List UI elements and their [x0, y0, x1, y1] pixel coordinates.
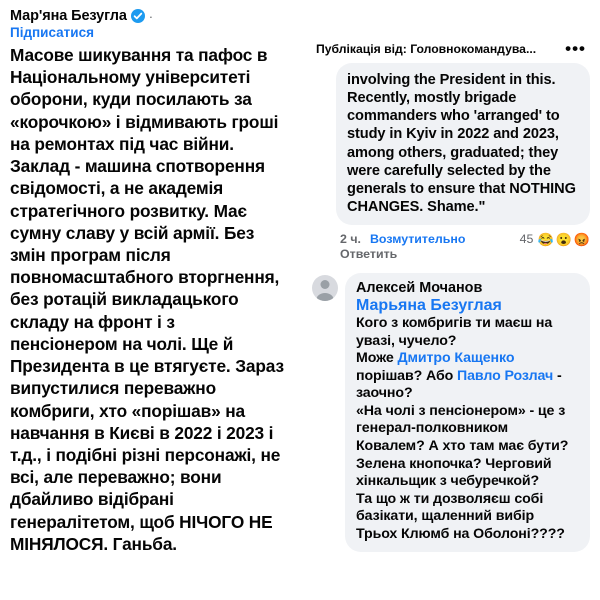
reply-comment-text [356, 315, 579, 543]
post-author-row [10, 8, 288, 24]
post-author-name: Мар'яна Безугла [10, 8, 127, 24]
more-options-icon[interactable]: ••• [565, 39, 586, 58]
reply-bubble [345, 273, 590, 552]
reply-mention-link[interactable]: Павло Розлач [457, 367, 554, 384]
reply-comment [310, 273, 590, 552]
right-comments-pane [300, 0, 600, 600]
reaction-count: 45 [519, 232, 534, 247]
reply-text-run: «На чолі з пенсіонером» - це з генерал-полковником Ковалем? А хто там має бути? Зелена кнопочка? Черговий хінкальщик з чебуречкой? [356, 402, 569, 490]
left-bottom-fade [0, 574, 300, 600]
comment-bubble-english [336, 63, 590, 225]
emoji-wow-icon: 😮 [555, 231, 572, 247]
publication-header [310, 40, 590, 63]
reply-text-run: - заочно? [356, 367, 562, 402]
reply-button[interactable]: Ответить [340, 247, 398, 262]
user-avatar[interactable] [312, 275, 338, 301]
reaction-summary[interactable] [520, 232, 590, 246]
comment-action-row [340, 232, 590, 246]
reply-author-name: Алексей Мочанов [356, 280, 483, 297]
comment-english-text: involving the President in this. Recently, mostly brigade commanders who 'arranged' to study in Kyiv in 2022 and 2023, among others, graduated; they were carefully selected by the generals to ensure that NOTHING CHANGES. Shame." [347, 72, 576, 216]
follow-link[interactable]: Підписатися [10, 25, 94, 40]
reply-text-run: порішав? Або [356, 367, 458, 384]
right-bottom-fade [300, 580, 600, 600]
author-separator: · [148, 8, 154, 24]
react-button[interactable]: Возмутительно [369, 232, 466, 247]
verified-badge-icon [131, 9, 145, 23]
emoji-angry-icon: 😡 [573, 231, 590, 247]
reply-text-run: Може [356, 350, 398, 367]
publication-source-label: Публікація від: Головнокомандува... [316, 41, 537, 56]
reply-text-run: Кого з комбригів ти маєш на увазі, чучело? [356, 315, 553, 349]
post-body-text: Масове шикування та пафос в Національному університеті оборони, куди посилають за «корочкою» і відмивають гроші на ремонтах під час війни. Заклад - машина спотворення свідомості, а не академія стратегічного розвитку. Має сумну славу у всій армії. Без змін програм після повномасштабного вторгнення, без ротацій викладацького складу на фронт і з пенсіонером на чолі. Ще й Президента в це втягуєте. Зараз випустилися переважно комбриги, хто «порішав» на навчання в Києві в 2022 і 2023 і т.д., і подібні різні персонажі, не всі, але переважно; вони дбайливо відібрані генералітетом, щоб НІЧОГО НЕ МІНЯЛОСЯ. Ганьба. [10, 45, 284, 554]
reply-mention-target[interactable]: Марьяна Безуглая [356, 297, 502, 315]
emoji-laugh-icon: 😂 [537, 231, 554, 247]
comment-timestamp: 2 ч. [340, 232, 361, 247]
reply-mention-link[interactable]: Дмитро Кащенко [397, 350, 515, 367]
reply-text-run: Та що ж ти дозволяєш собі базікати, щаленний вибір Трьох Клюмб на Оболоні???? [356, 490, 565, 542]
